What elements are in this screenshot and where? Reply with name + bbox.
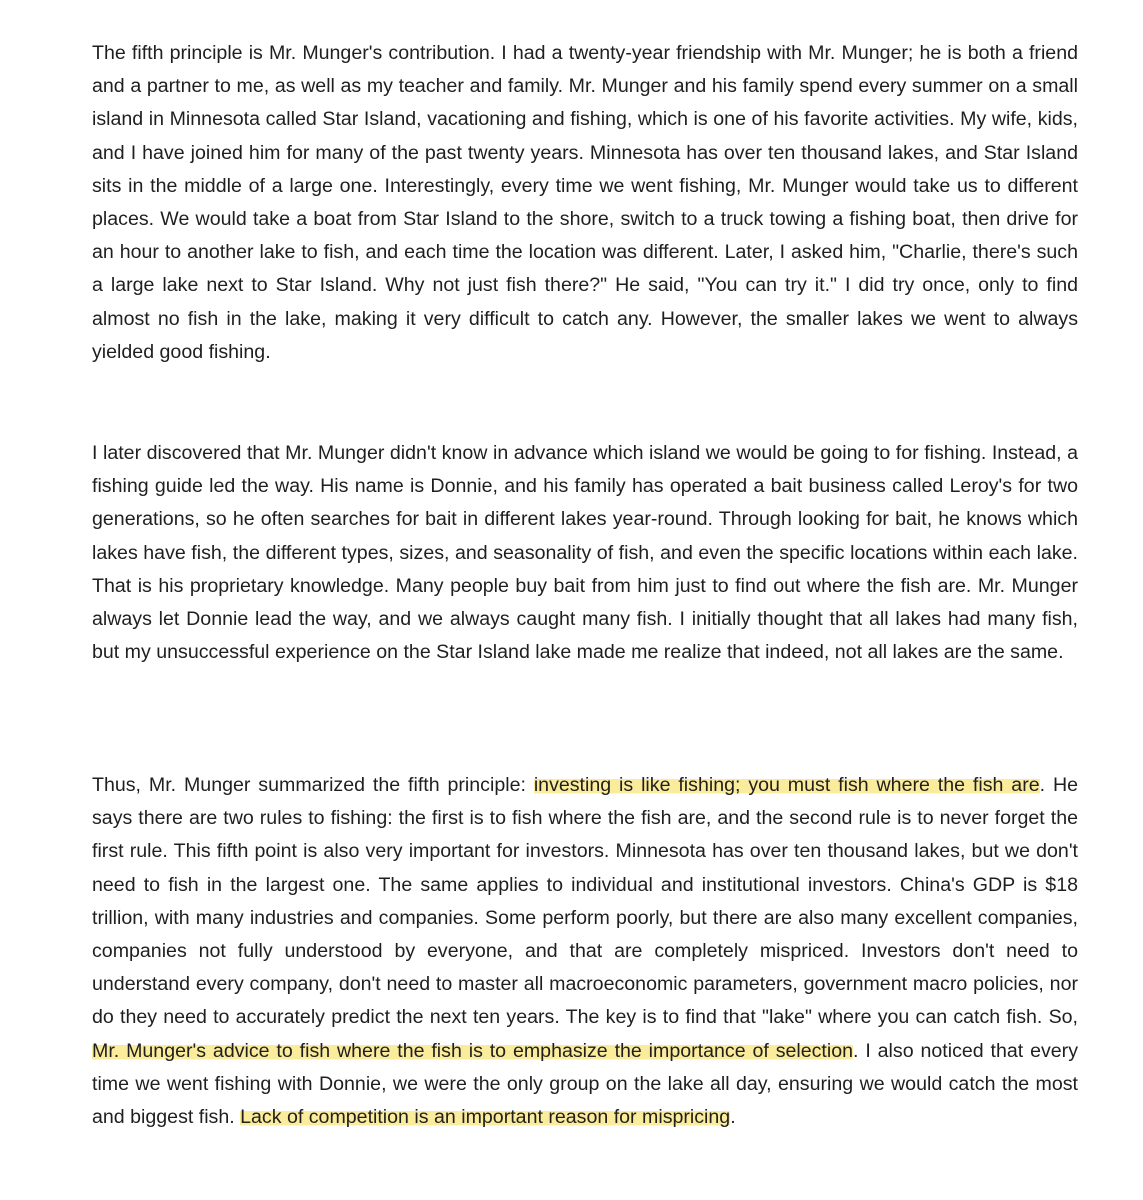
highlight-importance-of-selection: Mr. Munger's advice to fish where the fish is to emphasize the importance of selection — [92, 1039, 854, 1062]
paragraph-3-text: . I also noticed that every time we went fishing with Donnie, we were the only group on the lake all day, ensuring we would catch the most and biggest fish. — [92, 1039, 1078, 1129]
paragraph-3-text: Thus, Mr. Munger summarized the fifth principle: — [92, 774, 534, 796]
document-page — [92, 0, 1078, 1200]
paragraph-3 — [92, 769, 1078, 1134]
paragraph-2-text: I later discovered that Mr. Munger didn't know in advance which island we would be going to for fishing. Instead, a fishing guide led the way. His name is Donnie, and his family has operated a bait business called Leroy's for two generations, so he often searches for bait in different lakes year-round. Through looking for bait, he knows which lakes have fish, the different types, sizes, and seasonality of fish, and even the specific locations within each lake. That is his proprietary knowledge. Many people buy bait from him just to find out where the fish are. Mr. Munger always let Donnie lead the way, and we always caught many fish. I initially thought that all lakes had many fish, but my unsuccessful experience on the Star Island lake made me realize that indeed, not all lakes are the same. — [92, 442, 1078, 664]
paragraph-1 — [92, 37, 1078, 369]
highlight-fish-where-the-fish-are: investing is like fishing; you must fish where the fish are — [533, 774, 1040, 796]
paragraph-3-text: . He says there are two rules to fishing: the first is to fish where the fish are, and the second rule is to never forget the first rule. This fifth point is also very important for investors. Minnesota has over ten thousand lakes, but we don't need to fish in the largest one. The same applies to individual and institutional investors. China's GDP is $18 trillion, with many industries and companies. Some perform poorly, but there are also many excellent companies, companies not fully understood by everyone, and that are completely mispriced. Investors don't need to understand every company, don't need to master all macroeconomic parameters, government macro policies, nor do they need to accurately predict the next ten years. The key is to find that "lake" where you can catch fish. So, — [92, 774, 1079, 1029]
paragraph-3-text: . — [730, 1106, 736, 1129]
highlight-lack-of-competition: Lack of competition is an important reason for mispricing — [240, 1106, 731, 1129]
paragraph-1-text: The fifth principle is Mr. Munger's contribution. I had a twenty-year friendship with Mr. Munger; he is both a friend and a partner to me, as well as my teacher and family. Mr. Munger and his family spend every summer on a small island in Minnesota called Star Island, vacationing and fishing, which is one of his favorite activities. My wife, kids, and I have joined him for many of the past twenty years. Minnesota has over ten thousand lakes, and Star Island sits in the middle of a large one. Interestingly, every time we went fishing, Mr. Munger would take us to different places. We would take a boat from Star Island to the shore, switch to a truck towing a fishing boat, then drive for an hour to another lake to fish, and each time the location was different. Later, I asked him, "Charlie, there's such a large lake next to Star Island. Why not just fish there?" He said, "You can try it." I did try once, only to find almost no fish in the lake, making it very difficult to catch any. However, the smaller lakes we went to always yielded good fishing. — [92, 42, 1078, 363]
paragraph-2 — [92, 437, 1078, 669]
